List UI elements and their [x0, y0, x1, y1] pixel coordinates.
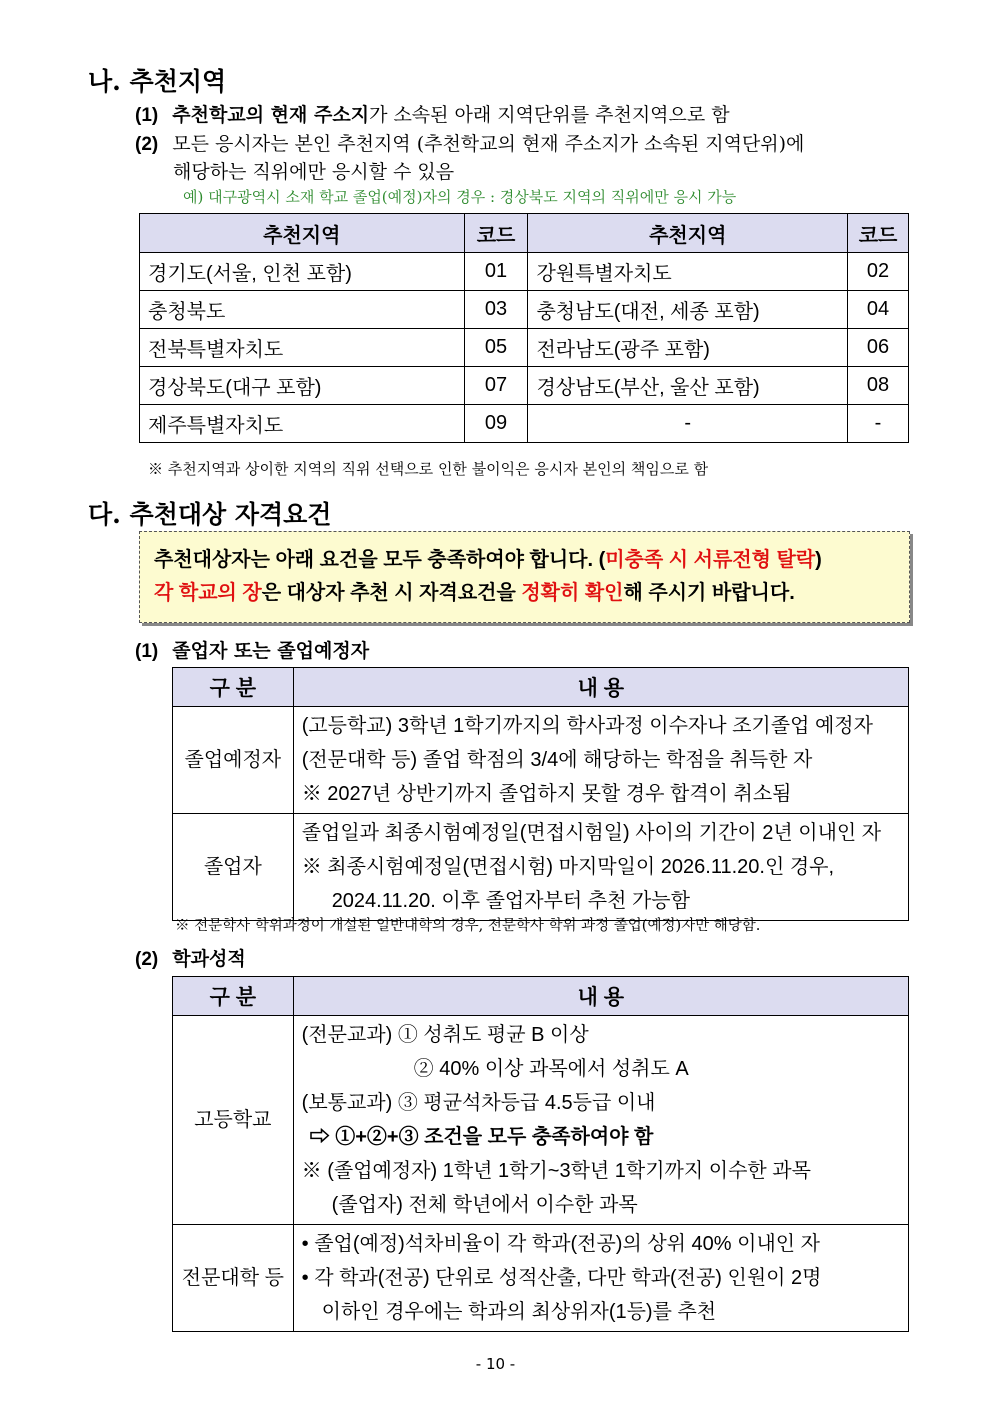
header-category: 구 분 [173, 977, 294, 1016]
table-row [173, 707, 909, 814]
content-line: ※ 최종시험예정일(면접시험) 마지막일이 2026.11.20.인 경우, [301, 856, 835, 878]
content-line: ※ 2027년 상반기까지 졸업하지 못할 경우 합격이 취소됨 [301, 783, 792, 805]
item2-line2: 해당하는 직위에만 응시할 수 있음 [173, 161, 455, 183]
header-content: 내 용 [293, 977, 908, 1016]
section-da-title: 다. 추천대상 자격요건 [88, 500, 332, 529]
region-table [139, 213, 909, 443]
table-row [140, 329, 909, 367]
sub1-title: 졸업자 또는 졸업예정자 [172, 640, 370, 662]
content-line: (졸업자) 전체 학년에서 이수한 과목 [331, 1194, 638, 1216]
table-row [173, 1016, 909, 1225]
region-cell: 전라남도(광주 포함) [528, 329, 848, 367]
item1 [135, 100, 730, 127]
item2 [135, 129, 804, 156]
grades-table-header [173, 977, 909, 1016]
item2-num: (2) [135, 134, 159, 155]
page-number: - 10 - [475, 1355, 516, 1373]
region-cell: 제주특별자치도 [140, 405, 465, 443]
table-row [140, 367, 909, 405]
code-cell: 04 [848, 291, 909, 329]
notice-red-text: 미충족 시 서류전형 탈락 [605, 549, 816, 571]
content-line: ※ (졸업예정자) 1학년 1학기~3학년 1학기까지 이수한 과목 [301, 1160, 811, 1182]
table-row [173, 814, 909, 921]
region-cell: 충청북도 [140, 291, 465, 329]
notice-red-text: 정확히 확인 [521, 582, 624, 604]
region-cell: 경기도(서울, 인천 포함) [140, 253, 465, 291]
content-line: (고등학교) 3학년 1학기까지의 학사과정 이수자나 조기졸업 예정자 [301, 715, 873, 737]
row-content [293, 814, 908, 921]
row-content [293, 1225, 908, 1332]
item1-bold: 추천학교의 현재 주소지 [172, 104, 370, 126]
row-content [293, 707, 908, 814]
row-label: 졸업자 [173, 814, 294, 921]
row-label: 고등학교 [173, 1016, 294, 1225]
notice-text: 은 대상자 추천 시 자격요건을 [261, 582, 522, 604]
region-cell: 경상남도(부산, 울산 포함) [528, 367, 848, 405]
code-cell: 01 [464, 253, 528, 291]
example-text: 예) 대구광역시 소재 학교 졸업(예정)자의 경우 : 경상북도 지역의 직위에만 응시 가능 [183, 188, 737, 206]
table-row [140, 405, 909, 443]
header-content: 내 용 [293, 668, 908, 707]
content-line: • 졸업(예정)석차비율이 각 학과(전공)의 상위 40% 이내인 자 [301, 1233, 820, 1255]
content-line: 이하인 경우에는 학과의 최상위자(1등)를 추천 [321, 1301, 717, 1323]
sub2-heading [135, 944, 246, 971]
region-cell: 경상북도(대구 포함) [140, 367, 465, 405]
code-cell: 08 [848, 367, 909, 405]
grades-table [172, 976, 909, 1332]
item1-num: (1) [135, 105, 159, 126]
sub1-note: ※ 전문학사 학위과정이 개설된 일반대학의 경우, 전문학사 학위 과정 졸업(예정)자만 해당함. [175, 918, 761, 934]
sub2-title: 학과성적 [172, 948, 246, 970]
notice-text: ) [815, 549, 822, 571]
region-cell: 충청남도(대전, 세종 포함) [528, 291, 848, 329]
table-row [140, 253, 909, 291]
section-na-title: 나. 추천지역 [88, 67, 227, 96]
header-region-2: 추천지역 [528, 214, 848, 253]
condition-line: ⇨ ①+②+③ 조건을 모두 충족하여야 함 [309, 1126, 654, 1148]
code-cell: 06 [848, 329, 909, 367]
header-code-1: 코드 [464, 214, 528, 253]
content-line: 2024.11.20. 이후 졸업자부터 추천 가능함 [331, 890, 690, 912]
region-note: ※ 추천지역과 상이한 지역의 직위 선택으로 인한 불이익은 응시자 본인의 책임으로 함 [148, 460, 709, 478]
row-label: 졸업예정자 [173, 707, 294, 814]
table-row [173, 1225, 909, 1332]
sub1-num: (1) [135, 641, 159, 662]
region-cell: 강원특별자치도 [528, 253, 848, 291]
code-cell: 03 [464, 291, 528, 329]
region-table-header [140, 214, 909, 253]
graduation-table-header [173, 668, 909, 707]
content-line: • 각 학과(전공) 단위로 성적산출, 다만 학과(전공) 인원이 2명 [301, 1267, 822, 1289]
row-content [293, 1016, 908, 1225]
notice-text: 해 주시기 바랍니다. [623, 582, 795, 604]
notice-text: 추천대상자는 아래 요건을 모두 충족하여야 합니다. ( [154, 549, 606, 571]
row-label: 전문대학 등 [173, 1225, 294, 1332]
content-line: (보통교과) ③ 평균석차등급 4.5등급 이내 [301, 1092, 656, 1114]
code-cell: 07 [464, 367, 528, 405]
header-category: 구 분 [173, 668, 294, 707]
notice-red-text: 각 학교의 장 [154, 582, 262, 604]
notice-line1 [154, 544, 895, 577]
content-line: 졸업일과 최종시험예정일(면접시험일) 사이의 기간이 2년 이내인 자 [301, 822, 882, 844]
content-line: (전문교과) ① 성취도 평균 B 이상 [301, 1024, 589, 1046]
table-row [140, 291, 909, 329]
header-code-2: 코드 [848, 214, 909, 253]
header-region-1: 추천지역 [140, 214, 465, 253]
code-cell: - [848, 405, 909, 443]
code-cell: 05 [464, 329, 528, 367]
content-line: ② 40% 이상 과목에서 성취도 A [413, 1058, 689, 1080]
code-cell: 02 [848, 253, 909, 291]
item1-rest: 가 소속된 아래 지역단위를 추천지역으로 함 [369, 104, 730, 126]
content-line: (전문대학 등) 졸업 학점의 3/4에 해당하는 학점을 취득한 자 [301, 749, 813, 771]
item2-line1: 모든 응시자는 본인 추천지역 (추천학교의 현재 주소지가 소속된 지역단위)에 [172, 133, 805, 155]
notice-box [139, 531, 910, 623]
notice-line2 [154, 577, 895, 610]
graduation-table [172, 667, 909, 921]
sub2-num: (2) [135, 949, 159, 970]
sub1-heading [135, 636, 369, 663]
code-cell: 09 [464, 405, 528, 443]
region-cell: - [528, 405, 848, 443]
region-cell: 전북특별자치도 [140, 329, 465, 367]
